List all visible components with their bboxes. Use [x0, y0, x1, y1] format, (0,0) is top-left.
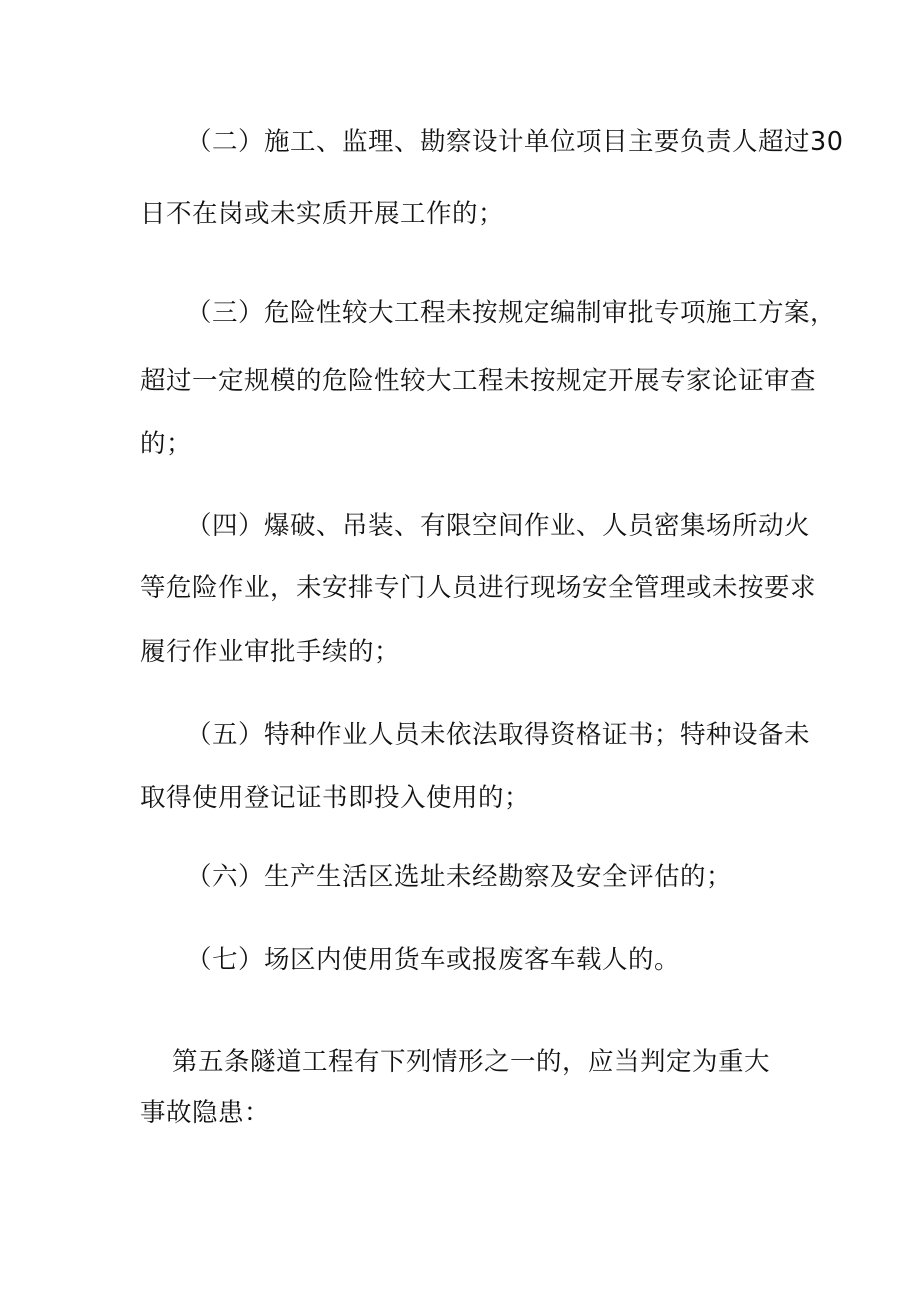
text-line: 第五条隧道工程有下列情形之一的，应当判定为重大: [172, 1047, 771, 1077]
text-line: 日不在岗或未实质开展工作的；: [140, 199, 505, 229]
text-line: 取得使用登记证书即投入使用的；: [140, 783, 531, 813]
text-line: （五）特种作业人员未依法取得资格证书；特种设备未: [186, 720, 811, 750]
text-line: （二）施工、监理、勘察设计单位项目主要负责人超过30: [186, 127, 844, 157]
text-line: （三）危险性较大工程未按规定编制审批专项施工方案，: [186, 298, 837, 328]
text-line: （六）生产生活区选址未经勘察及安全评估的；: [186, 862, 733, 892]
text-line: （七）场区内使用货车或报废客车载人的。: [186, 945, 681, 975]
text-line: 的；: [140, 429, 193, 459]
text-line: 等危险作业，未安排专门人员进行现场安全管理或未按要求: [140, 573, 817, 603]
text-line: 超过一定规模的危险性较大工程未按规定开展专家论证审查: [140, 366, 817, 396]
text-line: 事故隐患：: [140, 1098, 271, 1128]
text-line: 履行作业审批手续的；: [140, 637, 401, 667]
text-line: （四）爆破、吊装、有限空间作业、人员密集场所动火: [186, 511, 811, 541]
